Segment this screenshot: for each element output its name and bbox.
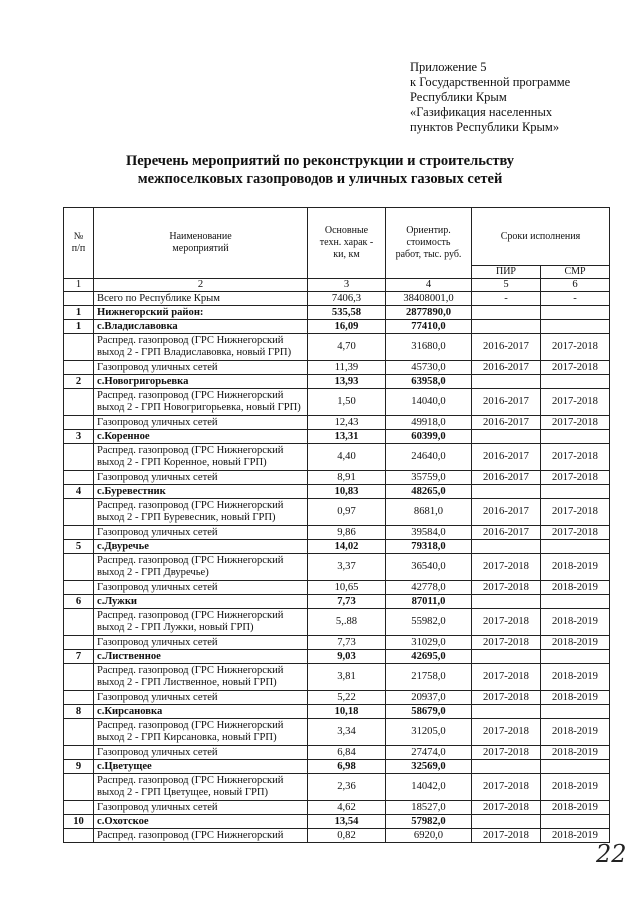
row-cost: 58679,0 — [386, 705, 472, 719]
row-km: 13,93 — [308, 375, 386, 389]
row-number — [64, 664, 94, 691]
row-smr — [541, 430, 610, 444]
row-pir: 2017-2018 — [472, 554, 541, 581]
row-pir — [472, 760, 541, 774]
row-smr: 2017-2018 — [541, 416, 610, 430]
row-cost: 32569,0 — [386, 760, 472, 774]
table-row — [64, 292, 610, 306]
row-km: 3,37 — [308, 554, 386, 581]
row-pir — [472, 815, 541, 829]
row-km: 7,73 — [308, 595, 386, 609]
row-number: 9 — [64, 760, 94, 774]
row-km: 5,.88 — [308, 609, 386, 636]
row-name: Распред. газопровод (ГРС Нижнегорский выход 2 - ГРП Коренное, новый ГРП) — [94, 444, 308, 471]
row-name: с.Лиственное — [94, 650, 308, 664]
row-smr: 2018-2019 — [541, 829, 610, 843]
row-km: 1,50 — [308, 389, 386, 416]
row-name: Распред. газопровод (ГРС Нижнегорский выход 2 - ГРП Цветущее, новый ГРП) — [94, 774, 308, 801]
row-pir: 2017-2018 — [472, 664, 541, 691]
row-name: с.Кирсановка — [94, 705, 308, 719]
row-km: 10,83 — [308, 485, 386, 499]
col-number: 2 — [94, 279, 308, 292]
row-number — [64, 636, 94, 650]
row-km: 6,98 — [308, 760, 386, 774]
row-pir: 2017-2018 — [472, 719, 541, 746]
row-name: Газопровод уличных сетей — [94, 636, 308, 650]
row-cost: 38408001,0 — [386, 292, 472, 306]
row-cost: 39584,0 — [386, 526, 472, 540]
table-row — [64, 691, 610, 705]
row-smr: 2018-2019 — [541, 664, 610, 691]
row-cost: 77410,0 — [386, 320, 472, 334]
row-smr: 2017-2018 — [541, 389, 610, 416]
row-km: 4,40 — [308, 444, 386, 471]
row-pir: 2017-2018 — [472, 801, 541, 815]
row-pir: 2016-2017 — [472, 526, 541, 540]
row-cost: 79318,0 — [386, 540, 472, 554]
row-cost: 42778,0 — [386, 581, 472, 595]
table-row — [64, 719, 610, 746]
row-smr: 2017-2018 — [541, 471, 610, 485]
row-name: с.Лужки — [94, 595, 308, 609]
table-row — [64, 650, 610, 664]
table-row — [64, 746, 610, 760]
col-number: 6 — [541, 279, 610, 292]
row-smr — [541, 760, 610, 774]
row-cost: 55982,0 — [386, 609, 472, 636]
row-km: 10,65 — [308, 581, 386, 595]
row-cost: 87011,0 — [386, 595, 472, 609]
row-name: Распред. газопровод (ГРС Нижнегорский выход 2 - ГРП Лиственное, новый ГРП) — [94, 664, 308, 691]
row-cost: 57982,0 — [386, 815, 472, 829]
row-name: с.Цветущее — [94, 760, 308, 774]
table-body — [64, 292, 610, 843]
row-pir — [472, 430, 541, 444]
row-smr — [541, 485, 610, 499]
row-name: с.Коренное — [94, 430, 308, 444]
table-row — [64, 499, 610, 526]
row-smr: 2018-2019 — [541, 581, 610, 595]
row-cost: 63958,0 — [386, 375, 472, 389]
row-pir: 2017-2018 — [472, 746, 541, 760]
row-cost: 18527,0 — [386, 801, 472, 815]
row-smr: 2017-2018 — [541, 499, 610, 526]
table-row — [64, 801, 610, 815]
row-name: Всего по Республике Крым — [94, 292, 308, 306]
col-number: 3 — [308, 279, 386, 292]
row-smr: 2018-2019 — [541, 801, 610, 815]
row-cost: 8681,0 — [386, 499, 472, 526]
table-row — [64, 444, 610, 471]
row-pir: 2017-2018 — [472, 581, 541, 595]
header-pir: ПИР — [472, 266, 541, 279]
row-number — [64, 292, 94, 306]
row-km: 535,58 — [308, 306, 386, 320]
row-pir: 2017-2018 — [472, 636, 541, 650]
row-km: 6,84 — [308, 746, 386, 760]
appendix-line: Приложение 5 — [410, 60, 487, 74]
row-smr: 2017-2018 — [541, 526, 610, 540]
header-smr: СМР — [541, 266, 610, 279]
row-km: 11,39 — [308, 361, 386, 375]
row-pir: 2016-2017 — [472, 389, 541, 416]
header-num: № п/п — [64, 208, 94, 279]
row-number — [64, 719, 94, 746]
appendix-line: «Газификация населенных — [410, 105, 553, 119]
row-name: Газопровод уличных сетей — [94, 471, 308, 485]
row-pir: 2016-2017 — [472, 361, 541, 375]
row-pir: 2016-2017 — [472, 416, 541, 430]
measures-table — [63, 207, 610, 843]
row-pir: 2016-2017 — [472, 334, 541, 361]
row-name: Распред. газопровод (ГРС Нижнегорский выход 2 - ГРП Владиславовка, новый ГРП) — [94, 334, 308, 361]
row-number: 10 — [64, 815, 94, 829]
row-pir — [472, 595, 541, 609]
row-pir: 2016-2017 — [472, 499, 541, 526]
row-km: 4,70 — [308, 334, 386, 361]
row-cost: 20937,0 — [386, 691, 472, 705]
row-name: Распред. газопровод (ГРС Нижнегорский выход 2 - ГРП Буревесник, новый ГРП) — [94, 499, 308, 526]
row-name: Распред. газопровод (ГРС Нижнегорский — [94, 829, 308, 843]
header-cost: Ориентир. стоимость работ, тыс. руб. — [386, 208, 472, 279]
header-name: Наименование мероприятий — [94, 208, 308, 279]
row-smr — [541, 375, 610, 389]
row-km: 12,43 — [308, 416, 386, 430]
row-pir: 2016-2017 — [472, 471, 541, 485]
row-number — [64, 581, 94, 595]
row-cost: 48265,0 — [386, 485, 472, 499]
row-km: 3,34 — [308, 719, 386, 746]
row-pir: - — [472, 292, 541, 306]
row-km: 9,03 — [308, 650, 386, 664]
row-name: с.Буревестник — [94, 485, 308, 499]
row-smr — [541, 540, 610, 554]
row-name: Распред. газопровод (ГРС Нижнегорский выход 2 - ГРП Лужки, новый ГРП) — [94, 609, 308, 636]
row-name: Газопровод уличных сетей — [94, 361, 308, 375]
row-pir — [472, 306, 541, 320]
row-name: Газопровод уличных сетей — [94, 801, 308, 815]
row-cost: 31029,0 — [386, 636, 472, 650]
table-row — [64, 430, 610, 444]
row-pir: 2017-2018 — [472, 691, 541, 705]
row-km: 0,82 — [308, 829, 386, 843]
row-cost: 6920,0 — [386, 829, 472, 843]
row-km: 5,22 — [308, 691, 386, 705]
row-name: Распред. газопровод (ГРС Нижнегорский выход 2 - ГРП Кирсановка, новый ГРП) — [94, 719, 308, 746]
row-pir — [472, 650, 541, 664]
table-row — [64, 595, 610, 609]
document-title — [0, 152, 640, 188]
row-number — [64, 554, 94, 581]
row-name: с.Владиславовка — [94, 320, 308, 334]
row-number: 2 — [64, 375, 94, 389]
row-km: 2,36 — [308, 774, 386, 801]
table-row — [64, 526, 610, 540]
table-row — [64, 636, 610, 650]
table-row — [64, 389, 610, 416]
row-cost: 49918,0 — [386, 416, 472, 430]
row-number — [64, 416, 94, 430]
row-smr — [541, 705, 610, 719]
table-row — [64, 540, 610, 554]
row-km: 3,81 — [308, 664, 386, 691]
row-smr: 2017-2018 — [541, 444, 610, 471]
row-smr: 2018-2019 — [541, 719, 610, 746]
table-row — [64, 774, 610, 801]
row-name: Распред. газопровод (ГРС Нижнегорский выход 2 - ГРП Новогригорьевка, новый ГРП) — [94, 389, 308, 416]
row-km: 7,73 — [308, 636, 386, 650]
row-cost: 14042,0 — [386, 774, 472, 801]
title-line-2: межпоселковых газопроводов и уличных газовых сетей — [137, 171, 503, 187]
row-number: 8 — [64, 705, 94, 719]
row-name: Газопровод уличных сетей — [94, 746, 308, 760]
appendix-line: к Государственной программе — [410, 75, 571, 89]
row-name: Газопровод уличных сетей — [94, 581, 308, 595]
row-smr: 2017-2018 — [541, 334, 610, 361]
row-pir — [472, 320, 541, 334]
row-number — [64, 774, 94, 801]
table-row — [64, 829, 610, 843]
table-row — [64, 375, 610, 389]
row-cost: 35759,0 — [386, 471, 472, 485]
table-row — [64, 485, 610, 499]
row-name: Нижнегорский район: — [94, 306, 308, 320]
row-number: 1 — [64, 306, 94, 320]
row-km: 13,31 — [308, 430, 386, 444]
row-pir — [472, 485, 541, 499]
table-row — [64, 705, 610, 719]
table-row — [64, 471, 610, 485]
row-cost: 21758,0 — [386, 664, 472, 691]
row-number — [64, 526, 94, 540]
row-smr — [541, 306, 610, 320]
appendix-line: Республики Крым — [410, 90, 507, 104]
row-km: 4,62 — [308, 801, 386, 815]
row-number: 5 — [64, 540, 94, 554]
row-smr — [541, 650, 610, 664]
row-number — [64, 746, 94, 760]
row-pir — [472, 540, 541, 554]
row-number: 6 — [64, 595, 94, 609]
row-number — [64, 691, 94, 705]
row-cost: 31205,0 — [386, 719, 472, 746]
row-name: Газопровод уличных сетей — [94, 526, 308, 540]
row-pir: 2017-2018 — [472, 774, 541, 801]
row-number — [64, 609, 94, 636]
row-number: 1 — [64, 320, 94, 334]
row-km: 7406,3 — [308, 292, 386, 306]
row-smr: 2018-2019 — [541, 691, 610, 705]
row-cost: 45730,0 — [386, 361, 472, 375]
row-number — [64, 471, 94, 485]
row-number — [64, 801, 94, 815]
row-smr: 2018-2019 — [541, 609, 610, 636]
row-name: Распред. газопровод (ГРС Нижнегорский выход 2 - ГРП Двуречье) — [94, 554, 308, 581]
row-number — [64, 389, 94, 416]
row-number — [64, 361, 94, 375]
row-pir: 2017-2018 — [472, 829, 541, 843]
row-pir — [472, 705, 541, 719]
row-km: 14,02 — [308, 540, 386, 554]
row-smr: 2017-2018 — [541, 361, 610, 375]
row-km: 16,09 — [308, 320, 386, 334]
row-name: Газопровод уличных сетей — [94, 416, 308, 430]
table-row — [64, 554, 610, 581]
row-pir: 2017-2018 — [472, 609, 541, 636]
row-cost: 2877890,0 — [386, 306, 472, 320]
row-number — [64, 499, 94, 526]
row-cost: 24640,0 — [386, 444, 472, 471]
row-smr — [541, 595, 610, 609]
row-cost: 14040,0 — [386, 389, 472, 416]
row-smr: 2018-2019 — [541, 774, 610, 801]
appendix-line: пунктов Республики Крым» — [410, 120, 560, 134]
row-number — [64, 334, 94, 361]
row-smr: 2018-2019 — [541, 746, 610, 760]
row-cost: 60399,0 — [386, 430, 472, 444]
row-km: 10,18 — [308, 705, 386, 719]
row-name: с.Двуречье — [94, 540, 308, 554]
row-number: 4 — [64, 485, 94, 499]
row-cost: 36540,0 — [386, 554, 472, 581]
row-km: 9,86 — [308, 526, 386, 540]
row-smr — [541, 320, 610, 334]
table-row — [64, 581, 610, 595]
table-row — [64, 664, 610, 691]
table-row — [64, 320, 610, 334]
row-cost: 31680,0 — [386, 334, 472, 361]
row-smr: 2018-2019 — [541, 554, 610, 581]
row-pir — [472, 375, 541, 389]
header-terms: Сроки исполнения — [472, 208, 610, 266]
row-name: с.Охотское — [94, 815, 308, 829]
row-cost: 27474,0 — [386, 746, 472, 760]
table-row — [64, 760, 610, 774]
table-row — [64, 306, 610, 320]
appendix-note — [410, 60, 570, 135]
row-name: с.Новогригорьевка — [94, 375, 308, 389]
row-km: 8,91 — [308, 471, 386, 485]
page-number: 22 — [596, 840, 627, 868]
table-row — [64, 815, 610, 829]
row-cost: 42695,0 — [386, 650, 472, 664]
row-smr: 2018-2019 — [541, 636, 610, 650]
title-line-1: Перечень мероприятий по реконструкции и строительству — [125, 153, 515, 169]
col-number: 4 — [386, 279, 472, 292]
row-km: 0,97 — [308, 499, 386, 526]
row-smr — [541, 815, 610, 829]
row-number: 3 — [64, 430, 94, 444]
row-number — [64, 444, 94, 471]
table-row — [64, 416, 610, 430]
header-chars: Основные техн. харак - ки, км — [308, 208, 386, 279]
row-number: 7 — [64, 650, 94, 664]
table-row — [64, 361, 610, 375]
row-number — [64, 829, 94, 843]
row-name: Газопровод уличных сетей — [94, 691, 308, 705]
row-pir: 2016-2017 — [472, 444, 541, 471]
col-number: 5 — [472, 279, 541, 292]
table-row — [64, 334, 610, 361]
row-km: 13,54 — [308, 815, 386, 829]
table-row — [64, 609, 610, 636]
col-number: 1 — [64, 279, 94, 292]
row-smr: - — [541, 292, 610, 306]
